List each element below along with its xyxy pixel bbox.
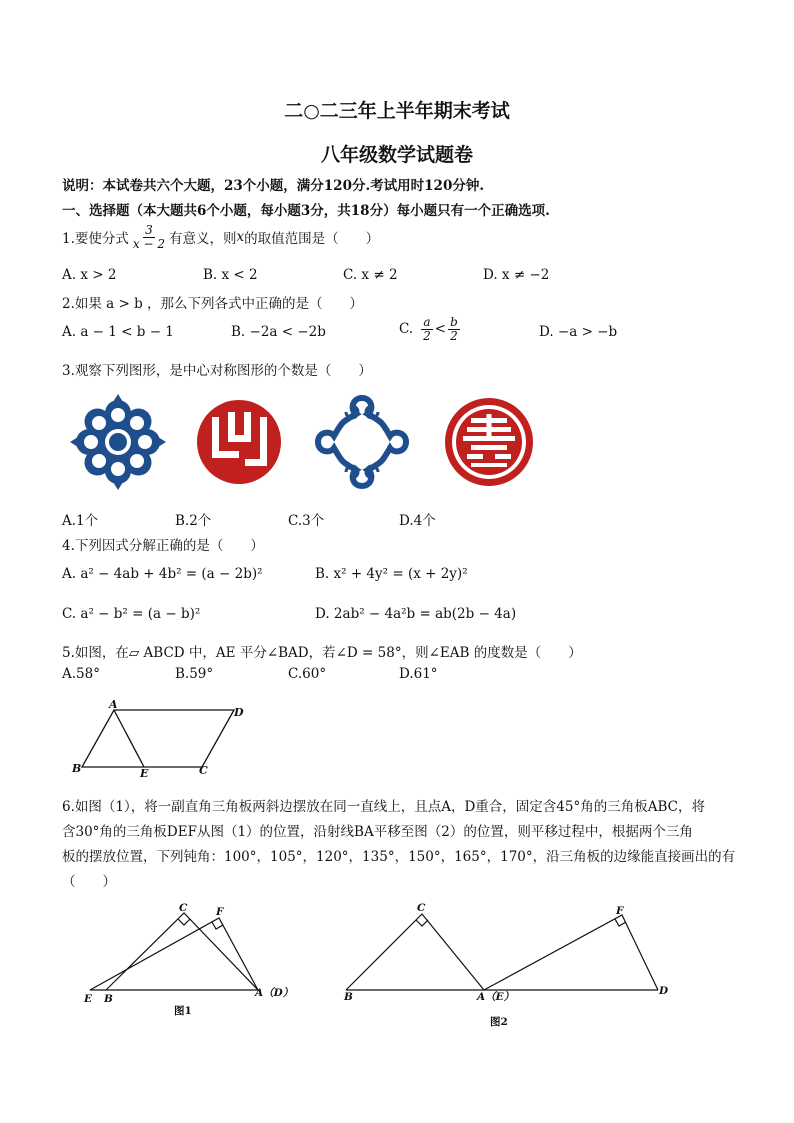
label-c: C — [199, 764, 208, 777]
question-6-line-3: 板的摆放位置，下列钝角：100°，105°，120°，135°，150°，165°，170°，沿三角板的边缘能直接画出的有 — [62, 849, 736, 865]
q4-option-b: B. x² + 4y² = (x + 2y)² — [315, 566, 468, 582]
q6-figure-2 — [336, 900, 686, 1030]
q1-option-d: D. x ≠ −2 — [483, 267, 550, 283]
fig2-label-b: B — [344, 991, 353, 1003]
fig2-caption: 图2 — [490, 1016, 508, 1028]
q2-c-frac-2 — [448, 316, 460, 342]
q1-prefix: 1.要使分式 — [62, 231, 129, 248]
label-d: D — [234, 706, 244, 719]
fig1-label-b: B — [104, 993, 113, 1005]
q5-option-d: D.61° — [399, 666, 438, 682]
q3-option-a: A.1个 — [62, 513, 99, 529]
red-shou-icon — [445, 398, 533, 486]
exam-title: 二○二三年上半年期末考试 — [284, 100, 510, 122]
q4-option-a: A. a² − 4ab + 4b² = (a − 2b)² — [62, 566, 263, 582]
exam-subtitle: 八年级数学试题卷 — [320, 144, 473, 166]
triangle-def — [90, 918, 258, 990]
q1-option-a: A. x > 2 — [62, 267, 117, 283]
q2-option-c — [399, 316, 462, 342]
segment-ae — [114, 710, 144, 767]
q4-option-d: D. 2ab² − 4a²b = ab(2b − 4a) — [315, 606, 517, 622]
q2-option-c-label: C. — [399, 321, 414, 338]
label-b: B — [72, 762, 82, 775]
blue-ornament-icon — [318, 398, 406, 486]
fig2-label-ae: A（E） — [477, 991, 515, 1003]
fig1-caption: 图1 — [174, 1005, 192, 1017]
instructions: 说明：本试卷共六个大题，23个小题，满分120分.考试用时120分钟. — [62, 178, 485, 194]
fig2-label-d: D — [659, 985, 669, 997]
question-2-stem: 2.如果 a > b ，那么下列各式中正确的是（ ） — [62, 296, 364, 312]
q1-fraction — [131, 224, 167, 250]
section-1-heading: 一、选择题（本大题共6个小题，每小题3分，共18分）每小题只有一个正确选项. — [62, 203, 550, 219]
triangle-def-2 — [484, 915, 658, 990]
fig1-label-c: C — [179, 902, 188, 914]
q5-option-c: C.60° — [288, 666, 327, 682]
q1-frac-num: 3 — [145, 223, 153, 237]
question-6-line-1: 6.如图（1），将一副直角三角板两斜边摆放在同一直线上，且点A，D重合，固定含45°角的三角板ABC，将 — [62, 799, 705, 815]
blue-flower-icon — [70, 394, 166, 490]
question-6-line-4: （ ） — [62, 874, 116, 890]
label-a: A — [109, 700, 118, 711]
q3-option-d: D.4个 — [399, 513, 436, 529]
q1-post: 有意义，则 — [168, 231, 237, 248]
q1-post2: 的取值范围是（ ） — [244, 231, 380, 248]
q5-option-b: B.59° — [175, 666, 214, 682]
q2-c-den-1: 2 — [423, 328, 431, 343]
fig1-label-ad: A（D） — [255, 987, 294, 999]
q2-c-frac-1 — [421, 316, 433, 342]
q2-option-d: D. −a > −b — [539, 324, 618, 340]
q2-c-den-2: 2 — [450, 328, 458, 343]
label-e: E — [140, 767, 149, 780]
q6-figure-1 — [80, 900, 310, 1025]
triangle-abc — [106, 913, 258, 990]
fig2-label-f: F — [616, 905, 624, 917]
q1-option-c: C. x ≠ 2 — [343, 267, 398, 283]
q2-c-num-2: b — [450, 315, 458, 329]
fig1-label-e: E — [84, 993, 93, 1005]
question-3-stem: 3.观察下列图形，是中心对称图形的个数是（ ） — [62, 363, 372, 379]
q3-figures — [66, 392, 546, 494]
q3-option-c: C.3个 — [288, 513, 325, 529]
triangle-abc-2 — [346, 914, 484, 990]
q1-var: x — [236, 229, 245, 246]
q3-option-b: B.2个 — [175, 513, 212, 529]
q5-parallelogram-figure — [62, 700, 262, 780]
fig1-label-f: F — [216, 906, 224, 918]
parallelogram-abcd — [82, 710, 234, 767]
q5-option-a: A.58° — [62, 666, 100, 682]
question-6-line-2: 含30°角的三角板DEF从图（1）的位置，沿射线BA平移至图（2）的位置，则平移过程中，根据两个三角 — [62, 824, 693, 840]
red-seal-icon — [197, 400, 281, 484]
question-4-stem: 4.下列因式分解正确的是（ ） — [62, 538, 264, 554]
q2-option-b: B. −2a < −2b — [231, 324, 326, 340]
right-angle-c-2 — [416, 920, 428, 926]
q2-option-a: A. a − 1 < b − 1 — [62, 324, 174, 340]
right-angle-c — [178, 919, 190, 925]
q1-option-b: B. x < 2 — [203, 267, 258, 283]
question-5-stem: 5.如图，在▱ ABCD 中，AE 平分∠BAD，若∠D = 58°，则∠EAB 的度数是（ ） — [62, 645, 582, 661]
q2-c-op: < — [434, 321, 447, 338]
fig2-label-c: C — [417, 902, 426, 914]
question-1-stem — [62, 224, 379, 250]
q4-option-c: C. a² − b² = (a − b)² — [62, 606, 201, 622]
q1-frac-den: x − 2 — [132, 236, 165, 251]
q2-c-num-1: a — [423, 315, 431, 329]
